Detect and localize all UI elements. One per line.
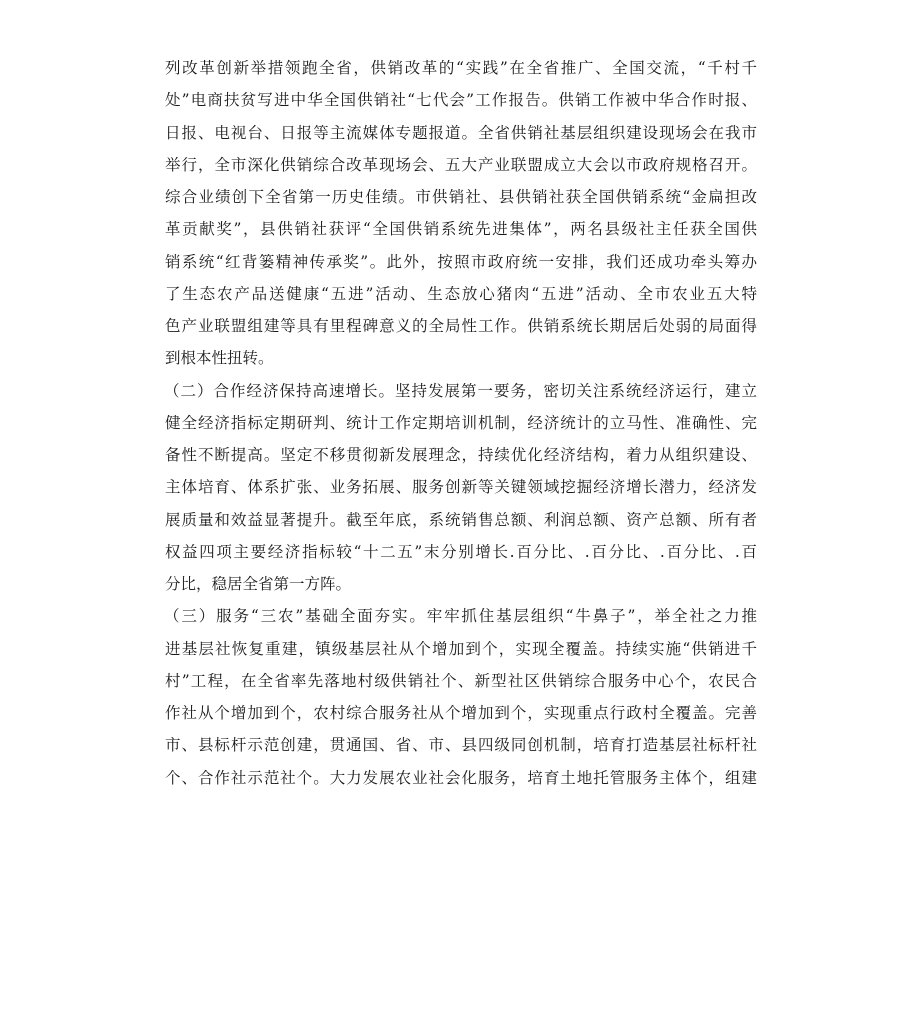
text-line: 健全经济指标定期研判、统计工作定期培训机制，经济统计的立马性、准确性、完: [165, 413, 757, 432]
text-line: 销系统“红背篓精神传承奖”。此外，按照市政府统一安排，我们还成功牵头筹办: [165, 252, 757, 271]
text-line: 列改革创新举措领跑全省，供销改革的“实践”在全省推广、全国交流，“千村千: [165, 59, 757, 77]
text-line: 日报、电视台、日报等主流媒体专题报道。全省供销社基层组织建设现场会在我市: [165, 123, 757, 142]
text-line: 进基层社恢复重建，镇级基层社从个增加到个，实现全覆盖。持续实施“供销进千: [165, 639, 757, 658]
text-line: 了生态农产品送健康“五进”活动、生态放心猪肉“五进”活动、全市农业五大特: [165, 284, 757, 303]
text-line: 举行，全市深化供销综合改革现场会、五大产业联盟成立大会以市政府规格召开。: [165, 155, 757, 174]
text-line: 主体培育、体系扩张、业务拓展、服务创新等关键领域挖掘经济增长潜力，经济发: [165, 478, 757, 497]
text-line: 备性不断提高。坚定不移贯彻新发展理念，持续优化经济结构，着力从组织建设、: [165, 446, 757, 464]
text-line: 个、合作社示范社个。大力发展农业社会化服务，培育土地托管服务主体个，组建: [165, 768, 757, 787]
text-line: 革贡献奖”，县供销社获评“全国供销系统先进集体”，两名县级社主任获全国供: [165, 220, 757, 239]
text-line: 作社从个增加到个，农村综合服务社从个增加到个，实现重点行政村全覆盖。完善: [165, 704, 757, 722]
document-body: [165, 52, 757, 794]
section-2-heading-line: （二）合作经济保持高速增长。坚持发展第一要务，密切关注系统经济运行，建立: [164, 381, 757, 400]
text-line: 村”工程，在全省率先落地村级供销社个、新型社区供销综合服务中心个，农民合: [165, 671, 757, 690]
text-line: 色产业联盟组建等具有里程碑意义的全局性工作。供销系统长期居后处弱的局面得: [165, 317, 757, 335]
text-line: 市、县标杆示范创建，贯通国、省、市、县四级同创机制，培育打造基层社标杆社: [165, 736, 757, 755]
text-line: 权益四项主要经济指标较“十二五”末分别增长.百分比、.百分比、.百分比、.百: [165, 542, 757, 561]
text-line: 分比，稳居全省第一方阵。: [165, 575, 352, 593]
text-line: 处”电商扶贫写进中华全国供销社“七代会”工作报告。供销工作被中华合作时报、: [165, 91, 757, 110]
text-line: 综合业绩创下全省第一历史佳绩。市供销社、县供销社获全国供销系统“金扁担改: [165, 188, 757, 206]
text-line: 到根本性扭转。: [165, 349, 274, 368]
text-line: 展质量和效益显著提升。截至年底，系统销售总额、利润总额、资产总额、所有者: [165, 510, 757, 529]
section-3-heading-line: （三）服务“三农”基础全面夯实。牢牢抓住基层组织“牛鼻子”，举全社之力推: [164, 607, 757, 626]
